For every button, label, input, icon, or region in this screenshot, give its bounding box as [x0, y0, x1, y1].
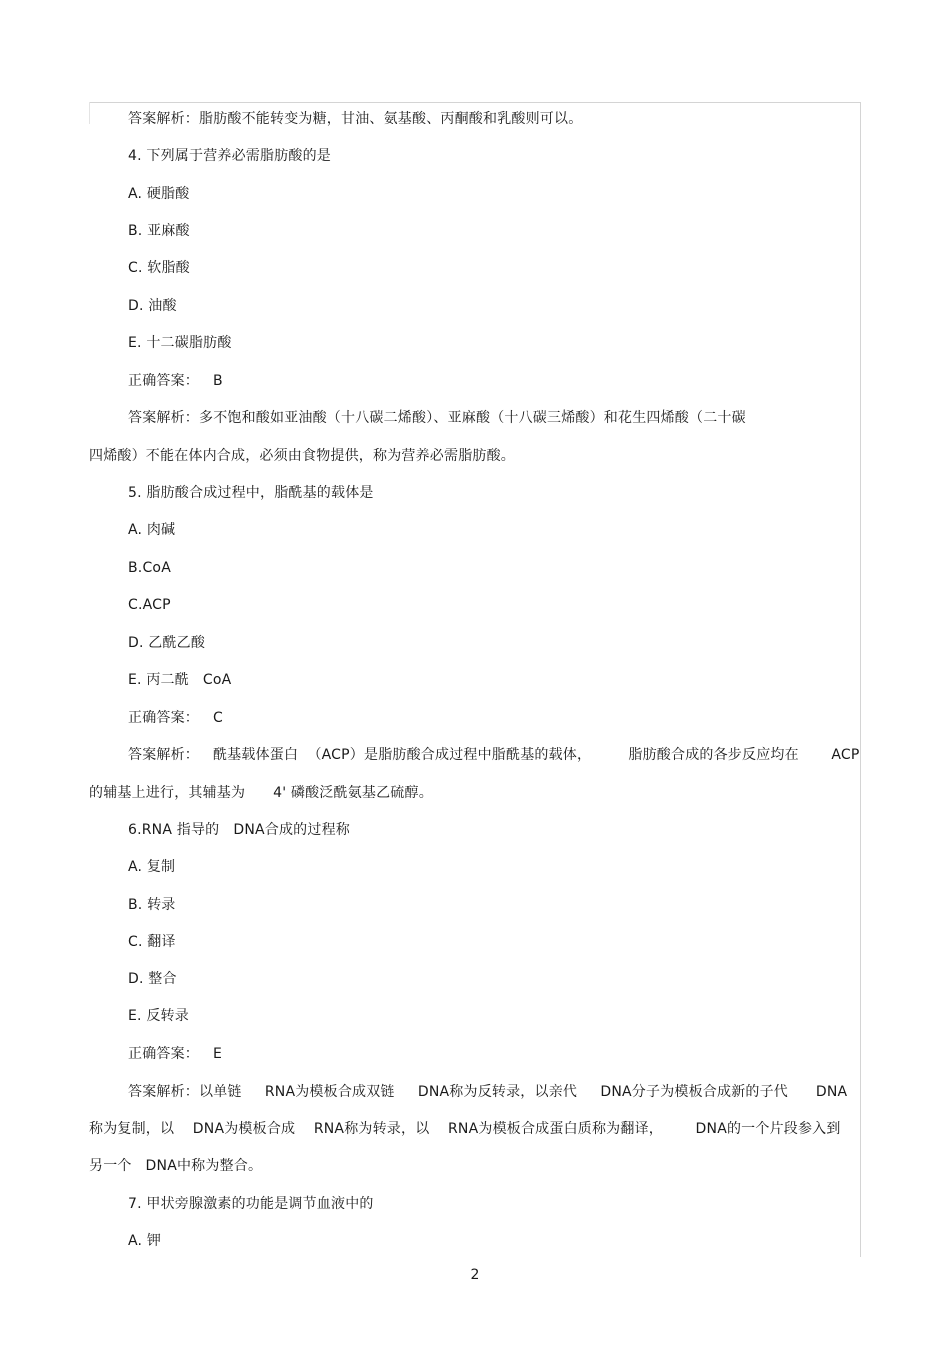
question-6-answer: 正确答案： E — [128, 1046, 222, 1062]
question-5-stem: 5. 脂肪酸合成过程中，脂酰基的载体是 — [128, 485, 374, 501]
question-6-option-a: A. 复制 — [128, 859, 176, 875]
question-5-option-a: A. 肉碱 — [128, 522, 176, 538]
question-4-option-d: D. 油酸 — [128, 298, 177, 314]
question-7-option-a: A. 钾 — [128, 1233, 162, 1249]
question-5-option-b: B.CoA — [128, 560, 171, 576]
question-4-option-a: A. 硬脂酸 — [128, 186, 190, 202]
question-5-option-e: E. 丙二酰 CoA — [128, 672, 232, 688]
question-4-analysis-line-1: 答案解析：多不饱和酸如亚油酸（十八碳二烯酸）、亚麻酸（十八碳三烯酸）和花生四烯酸（二十碳 — [128, 410, 746, 426]
question-5-option-c: C.ACP — [128, 597, 171, 613]
question-5-answer: 正确答案： C — [128, 710, 223, 726]
question-4-option-b: B. 亚麻酸 — [128, 223, 190, 239]
question-6-analysis-line-3: 另一个 DNA中称为整合。 — [89, 1158, 263, 1174]
question-6-option-c: C. 翻译 — [128, 934, 176, 950]
question-6-option-d: D. 整合 — [128, 971, 177, 987]
page-frame-top-border — [89, 102, 861, 103]
question-4-option-e: E. 十二碳脂肪酸 — [128, 335, 232, 351]
question-5-analysis-line-1: 答案解析： 酰基载体蛋白 （ACP）是脂肪酸合成过程中脂酰基的载体， 脂肪酸合成的各步反应均在 ACP — [128, 747, 860, 763]
question-7-stem: 7. 甲状旁腺激素的功能是调节血液中的 — [128, 1196, 374, 1212]
page-frame-right-border — [860, 102, 861, 1257]
question-6-stem: 6.RNA 指导的 DNA合成的过程称 — [128, 822, 350, 838]
question-5-analysis-line-2: 的辅基上进行，其辅基为 4' 磷酸泛酰氨基乙硫醇。 — [89, 785, 433, 801]
question-4-answer: 正确答案： B — [128, 373, 223, 389]
page-frame-left-border — [89, 102, 90, 124]
analysis-q3: 答案解析：脂肪酸不能转变为糖，甘油、氨基酸、丙酮酸和乳酸则可以。 — [128, 111, 583, 127]
question-6-analysis-line-1: 答案解析：以单链 RNA为模板合成双链 DNA称为反转录，以亲代 DNA分子为模板合成新的子代 DNA — [128, 1084, 848, 1100]
question-6-option-e: E. 反转录 — [128, 1008, 189, 1024]
question-5-option-d: D. 乙酰乙酸 — [128, 635, 206, 651]
question-4-option-c: C. 软脂酸 — [128, 260, 190, 276]
question-6-analysis-line-2: 称为复制，以 DNA为模板合成 RNA称为转录，以 RNA为模板合成蛋白质称为翻译， DNA的一个片段参入到 — [89, 1121, 841, 1137]
page-number: 2 — [470, 1267, 480, 1283]
question-4-stem: 4. 下列属于营养必需脂肪酸的是 — [128, 148, 332, 164]
question-6-option-b: B. 转录 — [128, 897, 176, 913]
question-4-analysis-line-2: 四烯酸）不能在体内合成，必须由食物提供，称为营养必需脂肪酸。 — [89, 448, 515, 464]
